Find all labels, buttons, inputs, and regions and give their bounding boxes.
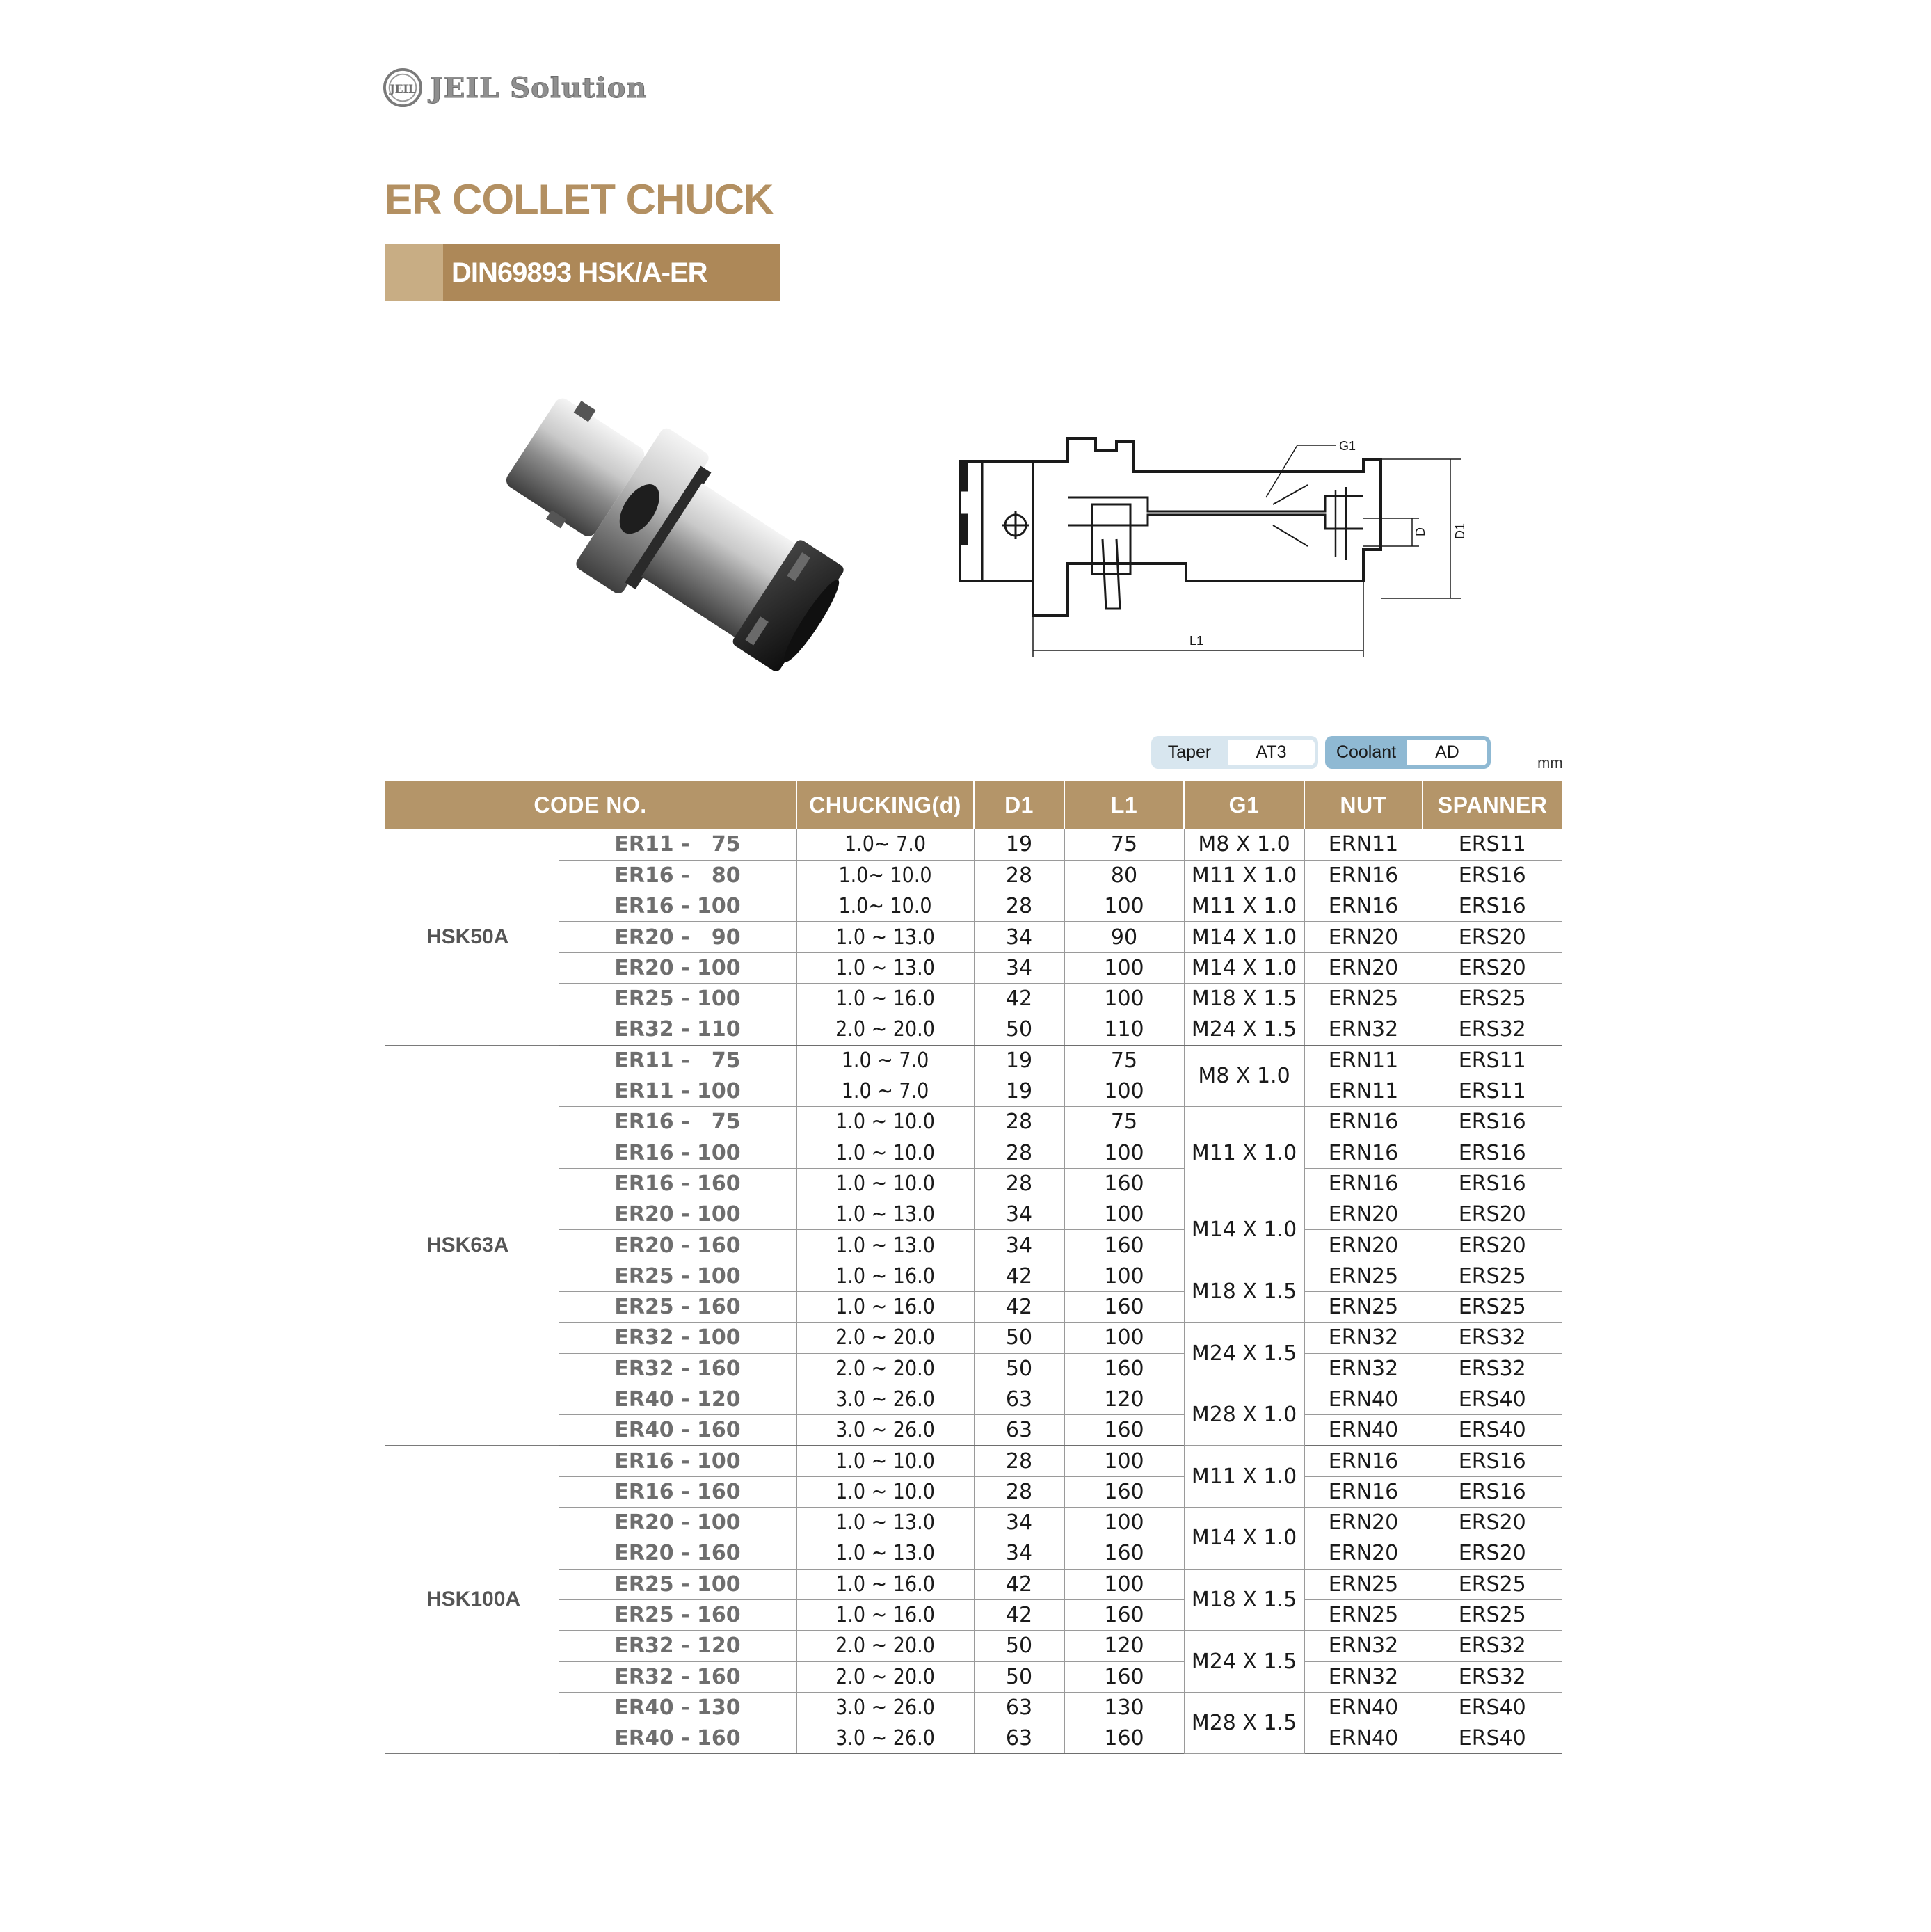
page-title: ER COLLET CHUCK: [385, 176, 774, 223]
cell-l1: 100: [1064, 891, 1184, 922]
cell-code: ER32 - 120: [559, 1631, 796, 1661]
cell-d1: 50: [974, 1014, 1064, 1045]
cell-d1: 34: [974, 922, 1064, 952]
cell-l1: 100: [1064, 1569, 1184, 1599]
cell-l1: 160: [1064, 1353, 1184, 1384]
col-header-l1: L1: [1064, 781, 1184, 829]
cell-g1: M28 X 1.5: [1184, 1692, 1304, 1754]
cell-g1: M24 X 1.5: [1184, 1323, 1304, 1384]
cell-spanner: ERS16: [1423, 1476, 1562, 1507]
table-row: [385, 1384, 1562, 1414]
cell-nut: ERN20: [1304, 1538, 1423, 1569]
cell-d1: 19: [974, 829, 1064, 860]
cell-nut: ERN20: [1304, 1230, 1423, 1261]
table-row: [385, 1446, 1562, 1476]
legend-taper: [1151, 736, 1318, 769]
cell-code: ER16 - 75: [559, 1107, 796, 1137]
cell-nut: ERN16: [1304, 1168, 1423, 1199]
cell-g1: M18 X 1.5: [1184, 983, 1304, 1014]
subtitle-bar: [385, 244, 780, 301]
cell-spanner: ERS20: [1423, 922, 1562, 952]
cell-code: ER20 - 160: [559, 1230, 796, 1261]
cell-chucking: 3.0 ~ 26.0: [796, 1723, 974, 1754]
cell-nut: ERN16: [1304, 891, 1423, 922]
cell-spanner: ERS20: [1423, 1538, 1562, 1569]
table-row: [385, 1353, 1562, 1384]
cell-chucking: 1.0 ~ 16.0: [796, 983, 974, 1014]
legend-taper-value: AT3: [1228, 740, 1315, 765]
cell-spanner: ERS16: [1423, 891, 1562, 922]
table-row: [385, 829, 1562, 860]
table-row: [385, 1723, 1562, 1754]
cell-spanner: ERS25: [1423, 1599, 1562, 1630]
cell-nut: ERN25: [1304, 1261, 1423, 1291]
subtitle-label: DIN69893 HSK/A-ER: [443, 244, 780, 301]
cell-nut: ERN11: [1304, 1045, 1423, 1076]
table-row: [385, 1692, 1562, 1723]
cell-spanner: ERS32: [1423, 1323, 1562, 1353]
cell-g1: M8 X 1.0: [1184, 1045, 1304, 1107]
cell-d1: 19: [974, 1045, 1064, 1076]
cell-code: ER25 - 100: [559, 1569, 796, 1599]
cell-d1: 28: [974, 1168, 1064, 1199]
cell-spanner: ERS25: [1423, 1291, 1562, 1322]
cell-l1: 80: [1064, 860, 1184, 891]
cell-code: ER32 - 100: [559, 1323, 796, 1353]
cell-d1: 28: [974, 1107, 1064, 1137]
cell-nut: ERN40: [1304, 1692, 1423, 1723]
cell-chucking: 2.0 ~ 20.0: [796, 1661, 974, 1692]
cell-d1: 34: [974, 952, 1064, 983]
cell-g1: M24 X 1.5: [1184, 1631, 1304, 1693]
brand-logo-mark: JEIL: [390, 81, 416, 95]
cell-chucking: 2.0 ~ 20.0: [796, 1014, 974, 1045]
cell-chucking: 1.0 ~ 13.0: [796, 952, 974, 983]
cell-spanner: ERS25: [1423, 983, 1562, 1014]
brand-name: JEIL Solution: [430, 71, 648, 104]
table-row: [385, 922, 1562, 952]
drawing-label-l1: L1: [1189, 634, 1204, 648]
cell-d1: 34: [974, 1508, 1064, 1538]
col-header-d1: D1: [974, 781, 1064, 829]
cell-g1: M28 X 1.0: [1184, 1384, 1304, 1446]
cell-chucking: 1.0 ~ 16.0: [796, 1569, 974, 1599]
cell-l1: 160: [1064, 1538, 1184, 1569]
table-row: [385, 1569, 1562, 1599]
cell-l1: 100: [1064, 1199, 1184, 1230]
cell-nut: ERN16: [1304, 1476, 1423, 1507]
cell-spanner: ERS32: [1423, 1014, 1562, 1045]
cell-chucking: 2.0 ~ 20.0: [796, 1631, 974, 1661]
cell-chucking: 1.0 ~ 10.0: [796, 1107, 974, 1137]
cell-code: ER16 - 100: [559, 891, 796, 922]
cell-nut: ERN20: [1304, 1508, 1423, 1538]
cell-spanner: ERS20: [1423, 1199, 1562, 1230]
cell-spanner: ERS25: [1423, 1261, 1562, 1291]
cell-nut: ERN20: [1304, 952, 1423, 983]
cell-nut: ERN32: [1304, 1661, 1423, 1692]
table-row: [385, 891, 1562, 922]
cell-l1: 160: [1064, 1415, 1184, 1446]
cell-spanner: ERS40: [1423, 1384, 1562, 1414]
table-row: [385, 1199, 1562, 1230]
cell-code: ER25 - 100: [559, 983, 796, 1014]
cell-l1: 100: [1064, 1076, 1184, 1106]
cell-code: ER20 - 100: [559, 1508, 796, 1538]
cell-chucking: 1.0 ~ 16.0: [796, 1291, 974, 1322]
cell-chucking: 1.0 ~ 7.0: [796, 1076, 974, 1106]
legend-taper-label: Taper: [1167, 742, 1212, 762]
cell-l1: 90: [1064, 922, 1184, 952]
cell-spanner: ERS16: [1423, 1168, 1562, 1199]
legend-coolant-label: Coolant: [1336, 742, 1397, 762]
cell-nut: ERN25: [1304, 1291, 1423, 1322]
cell-l1: 100: [1064, 983, 1184, 1014]
cell-l1: 130: [1064, 1692, 1184, 1723]
cell-d1: 42: [974, 1261, 1064, 1291]
unit-label: mm: [1537, 754, 1563, 772]
col-header-chucking: CHUCKING(d): [796, 781, 974, 829]
cell-chucking: 2.0 ~ 20.0: [796, 1353, 974, 1384]
cell-code: ER32 - 110: [559, 1014, 796, 1045]
cell-chucking: 3.0 ~ 26.0: [796, 1692, 974, 1723]
drawing-label-d1: D1: [1453, 522, 1467, 539]
cell-code: ER16 - 100: [559, 1137, 796, 1168]
cell-nut: ERN16: [1304, 1107, 1423, 1137]
cell-chucking: 1.0 ~ 16.0: [796, 1261, 974, 1291]
cell-g1: M11 X 1.0: [1184, 860, 1304, 891]
cell-code: ER16 - 80: [559, 860, 796, 891]
table-row: [385, 1291, 1562, 1322]
cell-code: ER32 - 160: [559, 1353, 796, 1384]
cell-nut: ERN16: [1304, 1137, 1423, 1168]
cell-code: ER16 - 100: [559, 1446, 796, 1476]
cell-l1: 100: [1064, 1261, 1184, 1291]
cell-l1: 160: [1064, 1230, 1184, 1261]
cell-d1: 28: [974, 1476, 1064, 1507]
table-row: [385, 1661, 1562, 1692]
jeil-logo-icon: [383, 67, 423, 108]
cell-chucking: 1.0~ 7.0: [796, 829, 974, 860]
cell-code: ER11 - 75: [559, 829, 796, 860]
cell-code: ER11 - 100: [559, 1076, 796, 1106]
cell-d1: 28: [974, 860, 1064, 891]
cell-chucking: 1.0 ~ 10.0: [796, 1137, 974, 1168]
cell-l1: 75: [1064, 829, 1184, 860]
cell-d1: 63: [974, 1723, 1064, 1754]
table-row: [385, 1014, 1562, 1045]
cell-chucking: 1.0 ~ 13.0: [796, 1538, 974, 1569]
table-row: [385, 1538, 1562, 1569]
cell-d1: 42: [974, 983, 1064, 1014]
cell-d1: 28: [974, 891, 1064, 922]
cell-spanner: ERS16: [1423, 1446, 1562, 1476]
product-photo: [480, 355, 856, 717]
cell-code: ER20 - 90: [559, 922, 796, 952]
cell-chucking: 2.0 ~ 20.0: [796, 1323, 974, 1353]
cell-d1: 63: [974, 1692, 1064, 1723]
cell-nut: ERN32: [1304, 1014, 1423, 1045]
cell-code: ER25 - 160: [559, 1599, 796, 1630]
cell-g1: M14 X 1.0: [1184, 1199, 1304, 1261]
table-row: [385, 1631, 1562, 1661]
cell-spanner: ERS40: [1423, 1692, 1562, 1723]
legend-coolant: [1325, 736, 1491, 769]
cell-l1: 160: [1064, 1168, 1184, 1199]
col-header-g1: G1: [1184, 781, 1304, 829]
cell-l1: 75: [1064, 1107, 1184, 1137]
cell-spanner: ERS25: [1423, 1569, 1562, 1599]
table-header: [385, 781, 1562, 829]
cell-code: ER40 - 160: [559, 1723, 796, 1754]
group-label: HSK50A: [385, 829, 559, 1045]
cell-g1: M8 X 1.0: [1184, 829, 1304, 860]
cell-d1: 50: [974, 1353, 1064, 1384]
cell-l1: 110: [1064, 1014, 1184, 1045]
cell-spanner: ERS32: [1423, 1661, 1562, 1692]
cell-d1: 42: [974, 1291, 1064, 1322]
cell-chucking: 1.0 ~ 16.0: [796, 1599, 974, 1630]
cell-chucking: 1.0 ~ 13.0: [796, 1230, 974, 1261]
cell-nut: ERN32: [1304, 1631, 1423, 1661]
cell-nut: ERN11: [1304, 829, 1423, 860]
table-row: [385, 952, 1562, 983]
cell-g1: M11 X 1.0: [1184, 1107, 1304, 1199]
cell-nut: ERN25: [1304, 983, 1423, 1014]
cell-g1: M14 X 1.0: [1184, 922, 1304, 952]
cell-spanner: ERS11: [1423, 829, 1562, 860]
col-header-code: CODE NO.: [385, 781, 796, 829]
cell-spanner: ERS16: [1423, 1137, 1562, 1168]
technical-drawing: [946, 421, 1489, 671]
cell-code: ER20 - 100: [559, 1199, 796, 1230]
cell-l1: 100: [1064, 1137, 1184, 1168]
cell-g1: M14 X 1.0: [1184, 1508, 1304, 1570]
cell-code: ER11 - 75: [559, 1045, 796, 1076]
table-row: [385, 1476, 1562, 1507]
cell-d1: 34: [974, 1230, 1064, 1261]
cell-chucking: 1.0~ 10.0: [796, 860, 974, 891]
cell-spanner: ERS20: [1423, 1508, 1562, 1538]
cell-nut: ERN20: [1304, 922, 1423, 952]
cell-l1: 100: [1064, 1446, 1184, 1476]
cell-spanner: ERS40: [1423, 1723, 1562, 1754]
cell-l1: 75: [1064, 1045, 1184, 1076]
cell-d1: 28: [974, 1446, 1064, 1476]
cell-code: ER40 - 160: [559, 1415, 796, 1446]
subtitle-chip: [385, 244, 443, 301]
cell-spanner: ERS32: [1423, 1353, 1562, 1384]
cell-d1: 63: [974, 1384, 1064, 1414]
table-row: [385, 1168, 1562, 1199]
group-label: HSK100A: [385, 1446, 559, 1754]
cell-g1: M11 X 1.0: [1184, 1446, 1304, 1508]
table-row: [385, 1415, 1562, 1446]
cell-l1: 160: [1064, 1291, 1184, 1322]
cell-chucking: 1.0 ~ 13.0: [796, 1199, 974, 1230]
cell-d1: 50: [974, 1631, 1064, 1661]
table-row: [385, 1323, 1562, 1353]
cell-spanner: ERS32: [1423, 1631, 1562, 1661]
cell-g1: M18 X 1.5: [1184, 1261, 1304, 1323]
cell-g1: M14 X 1.0: [1184, 952, 1304, 983]
cell-l1: 120: [1064, 1631, 1184, 1661]
table-row: [385, 1508, 1562, 1538]
cell-code: ER16 - 160: [559, 1476, 796, 1507]
cell-nut: ERN40: [1304, 1723, 1423, 1754]
group-label: HSK63A: [385, 1045, 559, 1446]
cell-spanner: ERS40: [1423, 1415, 1562, 1446]
cell-code: ER32 - 160: [559, 1661, 796, 1692]
cell-code: ER25 - 160: [559, 1291, 796, 1322]
cell-spanner: ERS11: [1423, 1045, 1562, 1076]
cell-nut: ERN25: [1304, 1569, 1423, 1599]
brand: [383, 66, 647, 109]
cell-nut: ERN40: [1304, 1415, 1423, 1446]
cell-chucking: 1.0 ~ 13.0: [796, 922, 974, 952]
cell-l1: 160: [1064, 1723, 1184, 1754]
cell-nut: ERN16: [1304, 860, 1423, 891]
cell-spanner: ERS16: [1423, 1107, 1562, 1137]
cell-l1: 160: [1064, 1476, 1184, 1507]
cell-g1: M11 X 1.0: [1184, 891, 1304, 922]
cell-d1: 42: [974, 1599, 1064, 1630]
cell-l1: 100: [1064, 1508, 1184, 1538]
cell-spanner: ERS11: [1423, 1076, 1562, 1106]
table-row: [385, 1137, 1562, 1168]
cell-chucking: 1.0 ~ 10.0: [796, 1446, 974, 1476]
cell-nut: ERN25: [1304, 1599, 1423, 1630]
cell-l1: 100: [1064, 1323, 1184, 1353]
cell-spanner: ERS16: [1423, 860, 1562, 891]
cell-code: ER40 - 130: [559, 1692, 796, 1723]
spec-table: [385, 781, 1562, 1754]
table-row: [385, 1230, 1562, 1261]
cell-l1: 160: [1064, 1661, 1184, 1692]
cell-chucking: 1.0 ~ 10.0: [796, 1168, 974, 1199]
col-header-nut: NUT: [1304, 781, 1423, 829]
cell-code: ER20 - 160: [559, 1538, 796, 1569]
cell-d1: 34: [974, 1538, 1064, 1569]
col-header-spanner: SPANNER: [1423, 781, 1562, 829]
drawing-label-g1: G1: [1339, 439, 1356, 453]
cell-nut: ERN11: [1304, 1076, 1423, 1106]
table-row: [385, 983, 1562, 1014]
cell-chucking: 3.0 ~ 26.0: [796, 1384, 974, 1414]
cell-chucking: 3.0 ~ 26.0: [796, 1415, 974, 1446]
cell-d1: 28: [974, 1137, 1064, 1168]
drawing-label-d: D: [1413, 527, 1427, 536]
cell-l1: 120: [1064, 1384, 1184, 1414]
cell-nut: ERN16: [1304, 1446, 1423, 1476]
cell-nut: ERN20: [1304, 1199, 1423, 1230]
cell-d1: 19: [974, 1076, 1064, 1106]
table-row: [385, 1599, 1562, 1630]
table-row: [385, 860, 1562, 891]
cell-code: ER16 - 160: [559, 1168, 796, 1199]
table-row: [385, 1107, 1562, 1137]
cell-g1: M24 X 1.5: [1184, 1014, 1304, 1045]
cell-d1: 34: [974, 1199, 1064, 1230]
cell-d1: 50: [974, 1661, 1064, 1692]
cell-d1: 42: [974, 1569, 1064, 1599]
cell-d1: 50: [974, 1323, 1064, 1353]
cell-code: ER25 - 100: [559, 1261, 796, 1291]
cell-nut: ERN32: [1304, 1353, 1423, 1384]
cell-chucking: 1.0~ 10.0: [796, 891, 974, 922]
cell-spanner: ERS20: [1423, 952, 1562, 983]
cell-d1: 63: [974, 1415, 1064, 1446]
cell-l1: 100: [1064, 952, 1184, 983]
cell-chucking: 1.0 ~ 13.0: [796, 1508, 974, 1538]
cell-chucking: 1.0 ~ 10.0: [796, 1476, 974, 1507]
cell-l1: 160: [1064, 1599, 1184, 1630]
table-row: [385, 1261, 1562, 1291]
cell-nut: ERN40: [1304, 1384, 1423, 1414]
legend-coolant-value: AD: [1407, 740, 1487, 765]
cell-code: ER20 - 100: [559, 952, 796, 983]
table-body: [385, 829, 1562, 1754]
table-row: [385, 1076, 1562, 1106]
cell-chucking: 1.0 ~ 7.0: [796, 1045, 974, 1076]
cell-spanner: ERS20: [1423, 1230, 1562, 1261]
cell-g1: M18 X 1.5: [1184, 1569, 1304, 1631]
table-row: [385, 1045, 1562, 1076]
cell-code: ER40 - 120: [559, 1384, 796, 1414]
cell-nut: ERN32: [1304, 1323, 1423, 1353]
